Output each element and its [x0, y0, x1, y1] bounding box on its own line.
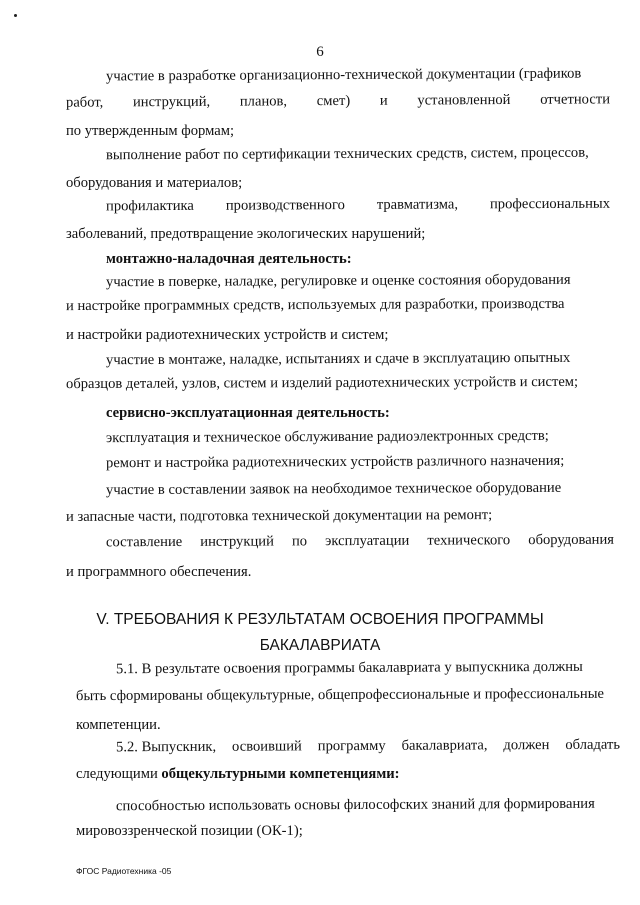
word: установленной [417, 91, 511, 109]
text-line: по утвержденным формам; [66, 123, 235, 139]
page-footer: ФГОС Радиотехника -05 [76, 866, 172, 876]
word: производственного [225, 197, 345, 214]
text-line: участие в составлении заявок на необходимое техническое оборудование [105, 479, 562, 499]
text-line: участие в монтаже, наладке, испытаниях и сдаче в эксплуатацию опытных [105, 349, 571, 369]
word: планов, [239, 93, 288, 110]
scan-speck [14, 14, 17, 17]
text-line-justified [116, 736, 620, 757]
text-line: образцов деталей, узлов, систем и изделий радиотехнических устройств и систем; [65, 373, 579, 393]
word: бакалавриата, [401, 737, 488, 754]
text-line: и настройке программных средств, используемых для разработки, производства [65, 295, 565, 315]
word: освоивший [231, 738, 302, 755]
text-run: следующими [76, 766, 162, 782]
word: по [291, 533, 308, 550]
bold-text-run: общекультурными компетенциями: [161, 766, 400, 782]
text-line [76, 765, 400, 783]
word: профессиональных [489, 195, 611, 213]
text-line: участие в разработке организационно-технической документации (графиков [105, 65, 582, 85]
word: смет) [316, 92, 351, 110]
page-number: 6 [316, 44, 324, 60]
text-line: мировоззренческой позиции (ОК-1); [76, 823, 303, 839]
word: травматизма, [376, 196, 459, 213]
word: программу [317, 737, 386, 755]
text-line: участие в поверке, наладке, регулировке и оценке состояния оборудования [105, 271, 571, 291]
text-line: выполнение работ по сертификации технических средств, систем, процессов, [105, 144, 589, 164]
chapter-title: V. ТРЕБОВАНИЯ К РЕЗУЛЬТАТАМ ОСВОЕНИЯ ПРОГРАММЫ [96, 611, 544, 628]
word: работ, [65, 94, 104, 111]
word: инструкций [200, 533, 274, 550]
text-line: 5.1. В результате освоения программы бакалавриата у выпускника должны [115, 658, 583, 678]
text-line: оборудования и материалов; [66, 175, 243, 191]
text-line: заболеваний, предотвращение экологических нарушений; [66, 226, 426, 242]
word: составление [105, 533, 183, 551]
section-heading: сервисно-эксплуатационная деятельность: [106, 405, 390, 421]
word: 5.2. Выпускник, [115, 738, 217, 756]
word: отчетности [540, 91, 611, 108]
text-line: способностью использовать основы философских знаний для формирования [115, 795, 595, 815]
text-line-justified [66, 90, 610, 111]
word: должен [503, 737, 550, 754]
text-line-justified [106, 195, 610, 216]
text-line-justified [106, 531, 614, 552]
text-line: и программного обеспечения. [66, 564, 252, 580]
word: обладать [565, 736, 621, 753]
text-line: и настройки радиотехнических устройств и систем; [66, 327, 389, 343]
word: эксплуатации [325, 532, 410, 550]
text-line: ремонт и настройка радиотехнических устройств различного назначения; [105, 452, 565, 472]
word: профилактика [105, 197, 194, 215]
text-line: компетенции. [76, 717, 161, 733]
section-heading: монтажно-наладочная деятельность: [106, 251, 352, 267]
word: технического [427, 532, 511, 549]
word: оборудования [528, 531, 615, 549]
text-line: и запасные части, подготовка технической документации на ремонт; [65, 507, 493, 525]
word: и [379, 92, 388, 109]
text-line: быть сформированы общекультурные, общепрофессиональные и профессиональные [75, 685, 605, 705]
word: инструкций, [132, 93, 211, 111]
chapter-title-continued: БАКАЛАВРИАТА [259, 637, 381, 654]
text-line: эксплуатация и техническое обслуживание радиоэлектронных средств; [105, 427, 549, 447]
